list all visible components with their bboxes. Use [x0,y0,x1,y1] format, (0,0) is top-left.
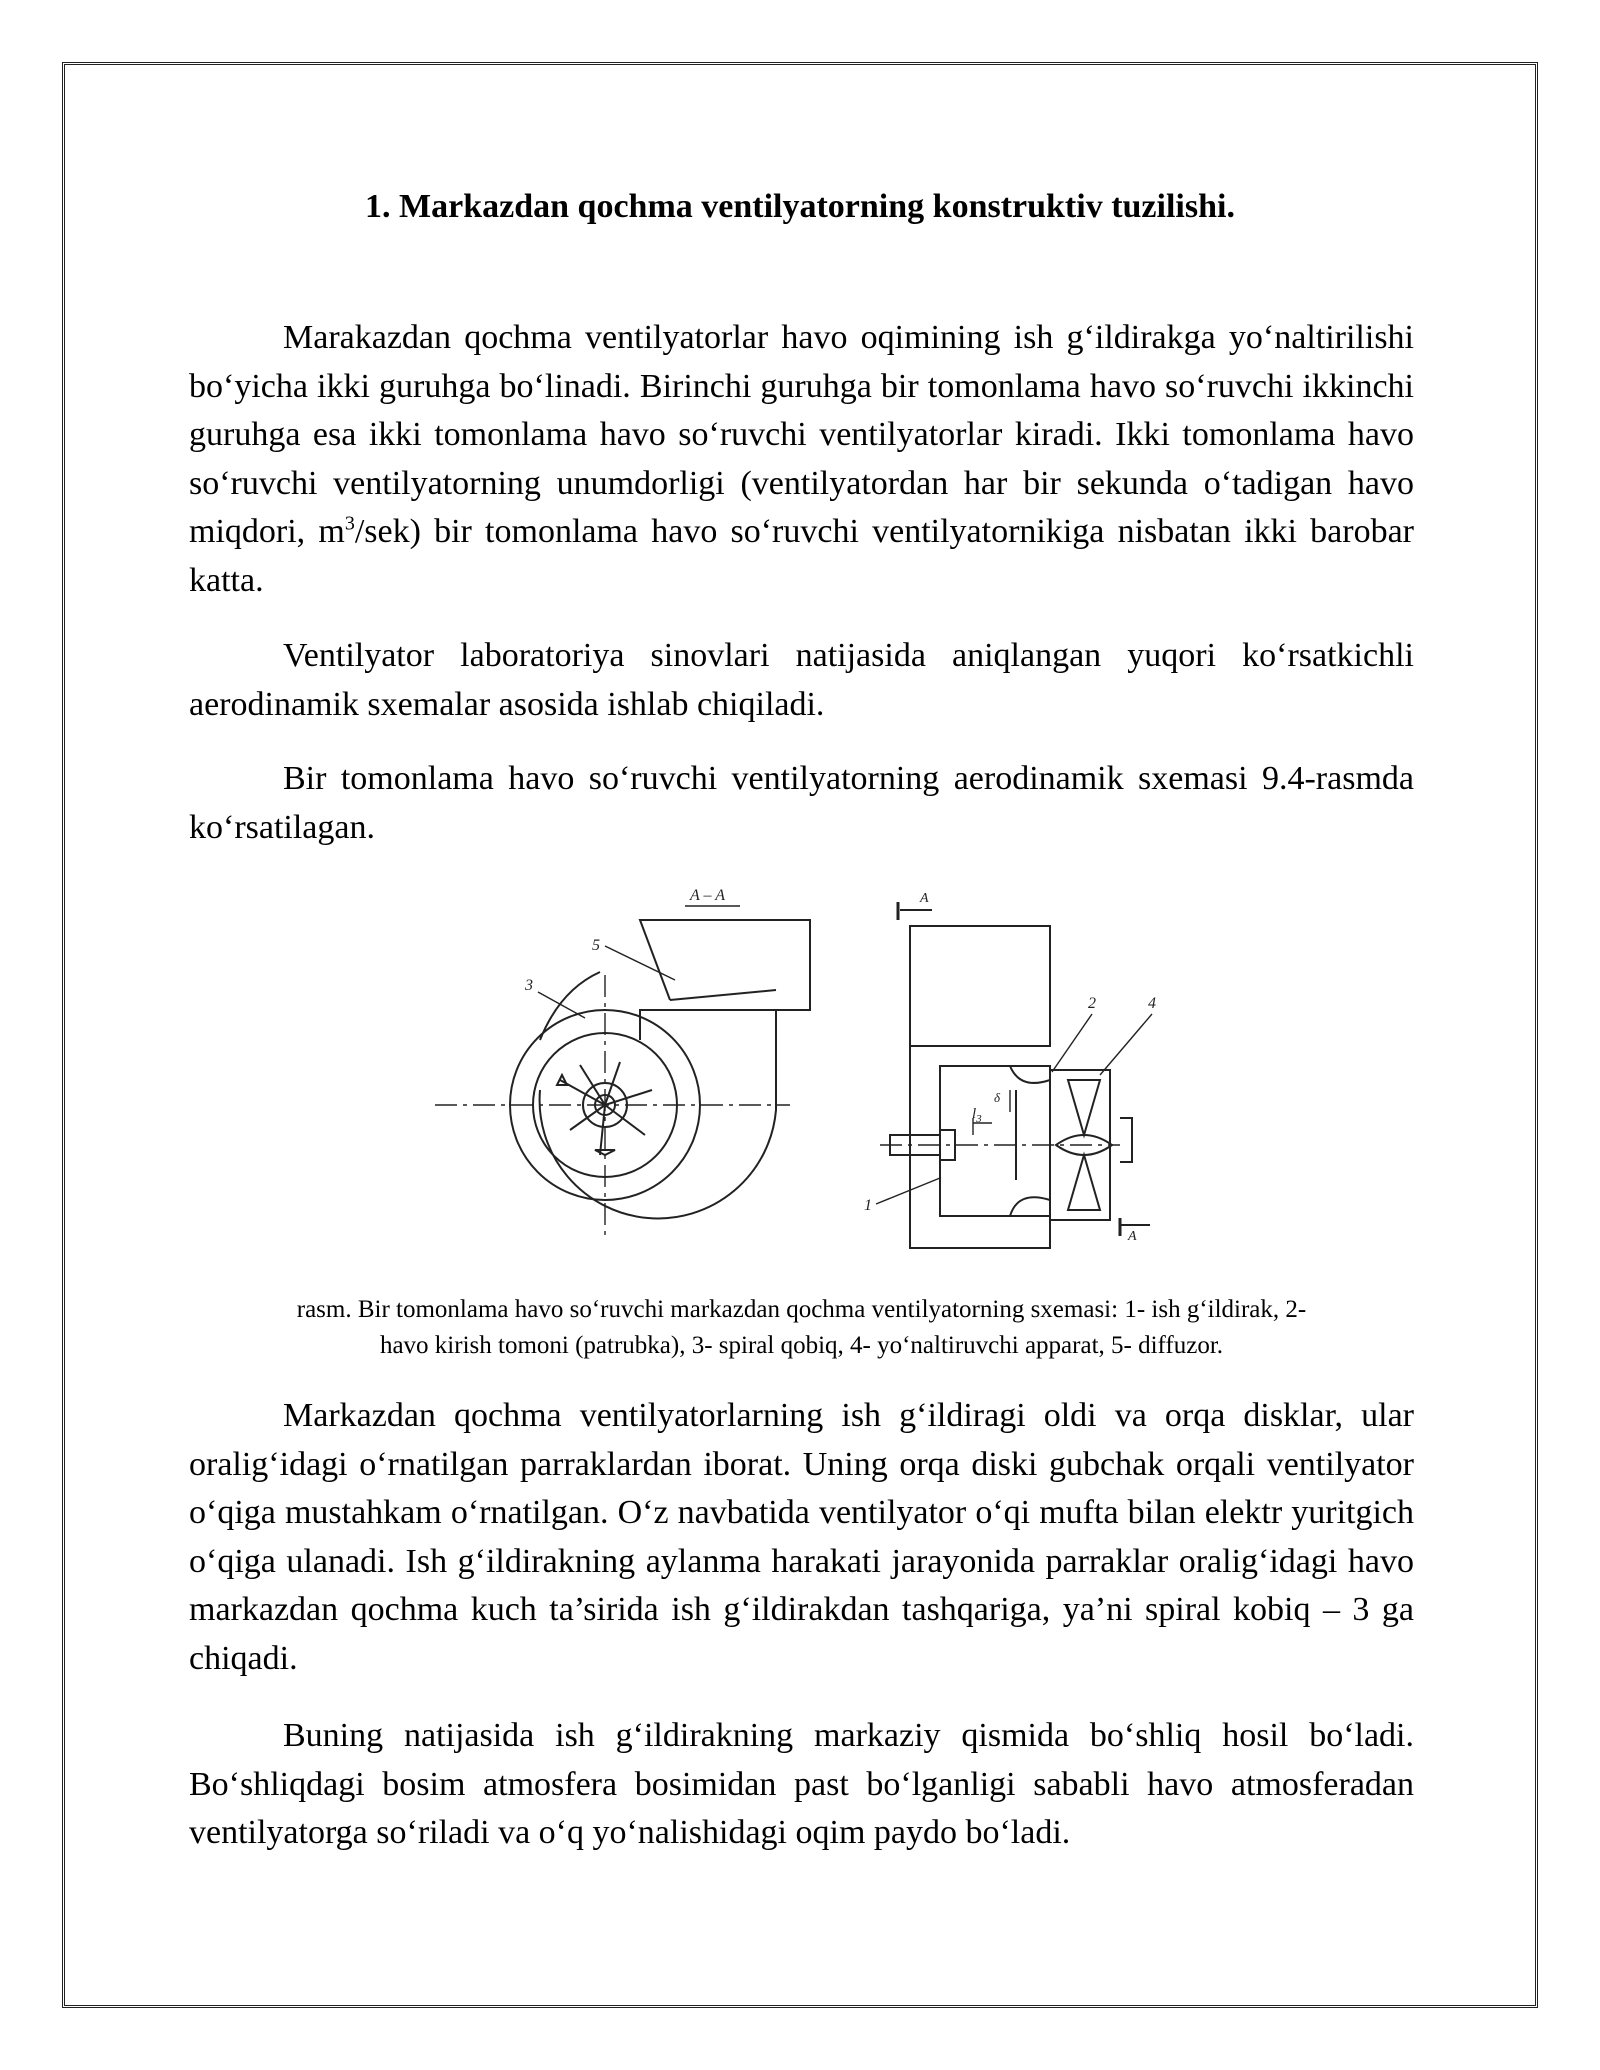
section-label: A – A [690,887,725,904]
part-label-4: 4 [1148,995,1156,1012]
side-section-view [880,926,1132,1248]
gap-label: δ [994,1090,1001,1105]
dimension-letter: l [972,1106,977,1122]
paragraph-1-text-b: /sek) bir tomonlama havo so‘ruvchi ventilyatornikiga nisbatan ikki barobar katta. [189,513,1414,599]
part-label-1: 1 [864,1197,872,1214]
arrow-label-a-top: A [920,891,929,906]
paragraph-2-text: Ventilyator laboratoriya sinovlari natijasida aniqlangan yuqori ko‘rsatkichli aerodinamik sxemalar asosida ishlab chiqiladi. [189,637,1414,723]
part-label-3: 3 [525,977,533,994]
paragraph-2 [189,632,1414,729]
caption-line-1: rasm. Bir tomonlama havo so‘ruvchi markazdan qochma ventilyatorning sxemasi: 1- ish g‘ildirak, 2- [296,1296,1307,1323]
paragraph-5 [189,1712,1414,1858]
section-title: 1. Markazdan qochma ventilyatorning konstruktiv tuzilishi. [365,188,1235,225]
fan-schematic-figure [420,880,1220,1250]
paragraph-4 [189,1392,1414,1683]
paragraph-1 [189,314,1414,605]
caption-line-2: havo kirish tomoni (patrubka), 3- spiral qobiq, 4- yo‘naltiruvchi apparat, 5- diffuzor. [379,1332,1224,1359]
paragraph-3 [189,755,1414,852]
superscript: 3 [344,512,355,535]
paragraph-4-text: Markazdan qochma ventilyatorlarning ish g‘ildiragi oldi va orqa disklar, ular oralig‘idagi o‘rnatilgan parraklardan iborat. Uning orqa diski gubchak orqali ventilyator o‘qiga mustahkam o‘rnatilgan. O‘z navbatida ventilyator o‘qi mufta bilan elektr yuritgich o‘qiga ulanadi. Ish g‘ildirakning aylanma harakati jarayonida parraklar oralig‘idagi havo markazdan qochma kuch ta’sirida ish g‘ildirakdan tashqariga, ya’ni spiral kobiq – 3 ga chiqadi. [189,1397,1414,1677]
part-label-2: 2 [1088,995,1096,1012]
dimension-subscript: 3 [976,1113,982,1125]
figure-caption [189,1292,1414,1364]
casing-section-view [435,920,810,1240]
paragraph-3-text: Bir tomonlama havo so‘ruvchi ventilyatorning aerodinamik sxemasi 9.4-rasmda ko‘rsatilagan. [189,760,1414,846]
arrow-label-a-bottom: A [1128,1229,1137,1244]
part-label-5: 5 [592,937,600,954]
paragraph-5-text: Buning natijasida ish g‘ildirakning markaziy qismida bo‘shliq hosil bo‘ladi. Bo‘shliqdagi bosim atmosfera bosimidan past bo‘lganligi sababli havo atmosferadan ventilyatorga so‘riladi va o‘q yo‘nalishidagi oqim paydo bo‘ladi. [189,1717,1414,1851]
paragraph-1-text-a: Marakazdan qochma ventilyatorlar havo oqimining ish g‘ildirakga yo‘naltirilishi bo‘yicha ikki guruhga bo‘linadi. Birinchi guruhga bir tomonlama havo so‘ruvchi ikkinchi guruhga esa ikki tomonlama havo so‘ruvchi ventilyatorlar kiradi. Ikki tomonlama havo so‘ruvchi ventilyatorning unumdorligi (ventilyatordan har bir sekunda o‘tadigan havo miqdori, m [189,319,1414,550]
